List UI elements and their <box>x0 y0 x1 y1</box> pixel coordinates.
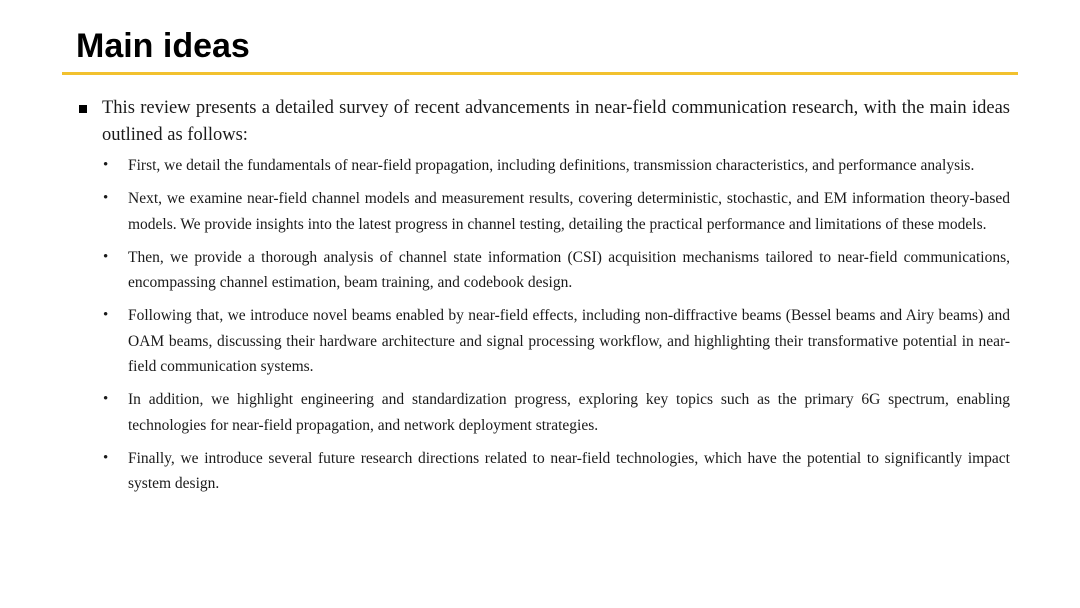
dot-bullet-icon: • <box>103 307 109 323</box>
dot-bullet-icon: • <box>103 157 109 173</box>
sub-bullet-list <box>76 153 1010 497</box>
slide-content <box>76 95 1010 504</box>
main-bullet-text: This review presents a detailed survey of recent advancements in near-field communication research, with the main ideas outlined as follows: <box>102 98 1010 145</box>
sub-bullet-item <box>76 186 1010 237</box>
slide-title: Main ideas <box>76 27 250 65</box>
dot-bullet-icon: • <box>103 248 109 265</box>
sub-bullet-text: In addition, we highlight engineering and standardization progress, exploring key topics such as the primary 6G spectrum, enabling technologies for near-field propagation, and network deployment strategies. <box>128 391 1010 434</box>
square-bullet-icon <box>79 105 87 113</box>
dot-bullet-icon: • <box>103 449 109 466</box>
sub-bullet-text: Finally, we introduce several future research directions related to near-field technologies, which have the potential to significantly impact system design. <box>128 449 1010 492</box>
sub-bullet-item <box>76 446 1010 497</box>
sub-bullet-text: Next, we examine near-field channel models and measurement results, covering deterministic, stochastic, and EM information theory-based models. We provide insights into the latest progress in channel testing, detailing the practical performance and limitations of these models. <box>128 190 1010 233</box>
sub-bullet-item <box>76 387 1010 438</box>
main-bullet-point <box>76 95 1010 149</box>
title-underline <box>62 72 1018 75</box>
sub-bullet-item <box>76 245 1010 296</box>
sub-bullet-text: Following that, we introduce novel beams enabled by near-field effects, including non-diffractive beams (Bessel beams and Airy beams) and OAM beams, discussing their hardware architecture and signal processing workflow, and highlighting their transformative potential in near-field communication systems. <box>128 307 1010 375</box>
sub-bullet-text: Then, we provide a thorough analysis of channel state information (CSI) acquisition mechanisms tailored to near-field communications, encompassing channel estimation, beam training, and codebook design. <box>128 248 1010 291</box>
dot-bullet-icon: • <box>103 190 109 206</box>
sub-bullet-text: First, we detail the fundamentals of near-field propagation, including definitions, transmission characteristics, and performance analysis. <box>128 157 975 174</box>
sub-bullet-item <box>76 303 1010 380</box>
dot-bullet-icon: • <box>103 391 109 407</box>
sub-bullet-item <box>76 153 1010 179</box>
